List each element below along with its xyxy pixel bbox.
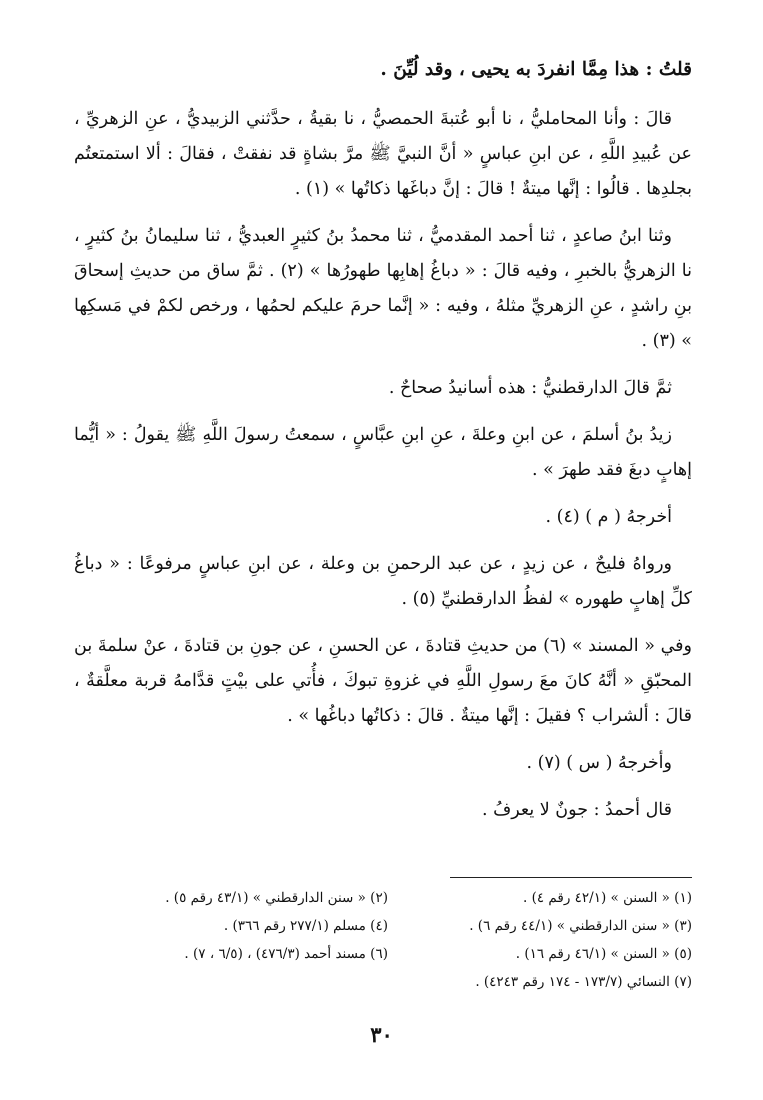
paragraph: ورواهُ فليحٌ ، عن زيدٍ ، عن عبد الرحمنِ بن وعلة ، عن ابنِ عباسٍ مرفوعًا : « دباغُ كلِّ إهابٍ طهوره » لفظُ الدارقطنيِّ (٥) . xyxy=(74,554,692,609)
paragraph: وثنا ابنُ صاعدٍ ، ثنا أحمد المقدميُّ ، ثنا محمدُ بنُ كثيرٍ العبديُّ ، ثنا سليمانُ بنُ كثيرٍ ، نا الزهريُّ بالخبرِ ، وفيه قالَ : « دباغُ إهابِها طهورُها » (٢) . ثمَّ ساق من حديثِ إسحاقَ بنِ راشدٍ ، عنِ الزهريِّ مثلهُ ، وفيه : « إنَّما حرمَ عليكم لحمُها ، ورخص لكمْ في مَسكِها » (٣) . xyxy=(74,226,692,351)
paragraph: قال أحمدُ : جونٌ لا يعرفُ . xyxy=(481,800,672,820)
paragraph: وفي « المسند » (٦) من حديثِ قتادةَ ، عن الحسنِ ، عن جونِ بن قتادةَ ، عنْ سلمةَ بن المحبّقِ « أنَّهُ كانَ معَ رسولِ اللَّهِ في غزوةِ تبوكَ ، فأُتي على بيْتٍ قدَّامهُ قربة معلَّقةٌ ، قالَ : ألشراب ؟ فقيلَ : إنَّها ميتةٌ . قالَ : ذكاتُها دباغُها » . xyxy=(74,636,692,726)
footnote-row xyxy=(84,940,692,968)
footnote-row xyxy=(84,912,692,940)
paragraph: ثمَّ قالَ الدارقطنيُّ : هذه أسانيدُ صحاحٌ . xyxy=(388,378,672,398)
footnotes xyxy=(84,884,692,996)
footnote: (٧) النسائي (١٧٣/٧ - ١٧٤ رقم ٤٢٤٣) . xyxy=(475,974,692,990)
section-heading: قلتُ : هذا مِمَّا انفردَ به يحيى ، وقد لُيِّنَ . xyxy=(380,59,692,80)
footnote: (٣) « سنن الدارقطني » (٤٤/١ رقم ٦) . xyxy=(469,918,692,934)
footnote: (٦) مسند أحمد (٤٧٦/٣) ، (٦/٥ ، ٧) . xyxy=(184,946,388,962)
footnote: (١) « السنن » (٤٢/١ رقم ٤) . xyxy=(522,890,692,906)
footnote-row xyxy=(84,968,692,996)
paragraph: قالَ : وأنا المحامليُّ ، نا أبو عُتبةَ الحمصيُّ ، نا بقيةُ ، حدَّثني الزبيديُّ ، عنِ الزهريِّ ، عن عُبيدِ اللَّهِ ، عن ابنِ عباسٍ « أنَّ النبيَّ ﷺ مرَّ بشاةٍ قد نفقتْ ، فقالَ : ألا استمتعتُم بجلدِها . قالُوا : إنَّها ميتةٌ ! قالَ : إنَّ دباغَها ذكاتُها » (١) . xyxy=(74,109,692,199)
footnote: (٤) مسلم (٢٧٧/١ رقم ٣٦٦) . xyxy=(223,918,388,934)
footnote-separator xyxy=(450,877,692,878)
paragraph: وأخرجهُ ( س ) (٧) . xyxy=(526,753,672,773)
page-number: ٣٠ xyxy=(370,1022,393,1047)
footnote: (٢) « سنن الدارقطني » (٤٣/١ رقم ٥) . xyxy=(165,890,388,906)
main-text xyxy=(74,52,692,840)
footnote-row xyxy=(84,884,692,912)
paragraph: زيدُ بنُ أسلمَ ، عن ابنِ وعلةَ ، عنِ ابنِ عبَّاسٍ ، سمعتُ رسولَ اللَّهِ ﷺ يقولُ : « أيُّما إهابٍ دبغَ فقد طهرَ » . xyxy=(74,425,692,480)
paragraph: أخرجهُ ( م ) (٤) . xyxy=(545,507,672,527)
footnote: (٥) « السنن » (٤٦/١ رقم ١٦) . xyxy=(515,946,692,962)
